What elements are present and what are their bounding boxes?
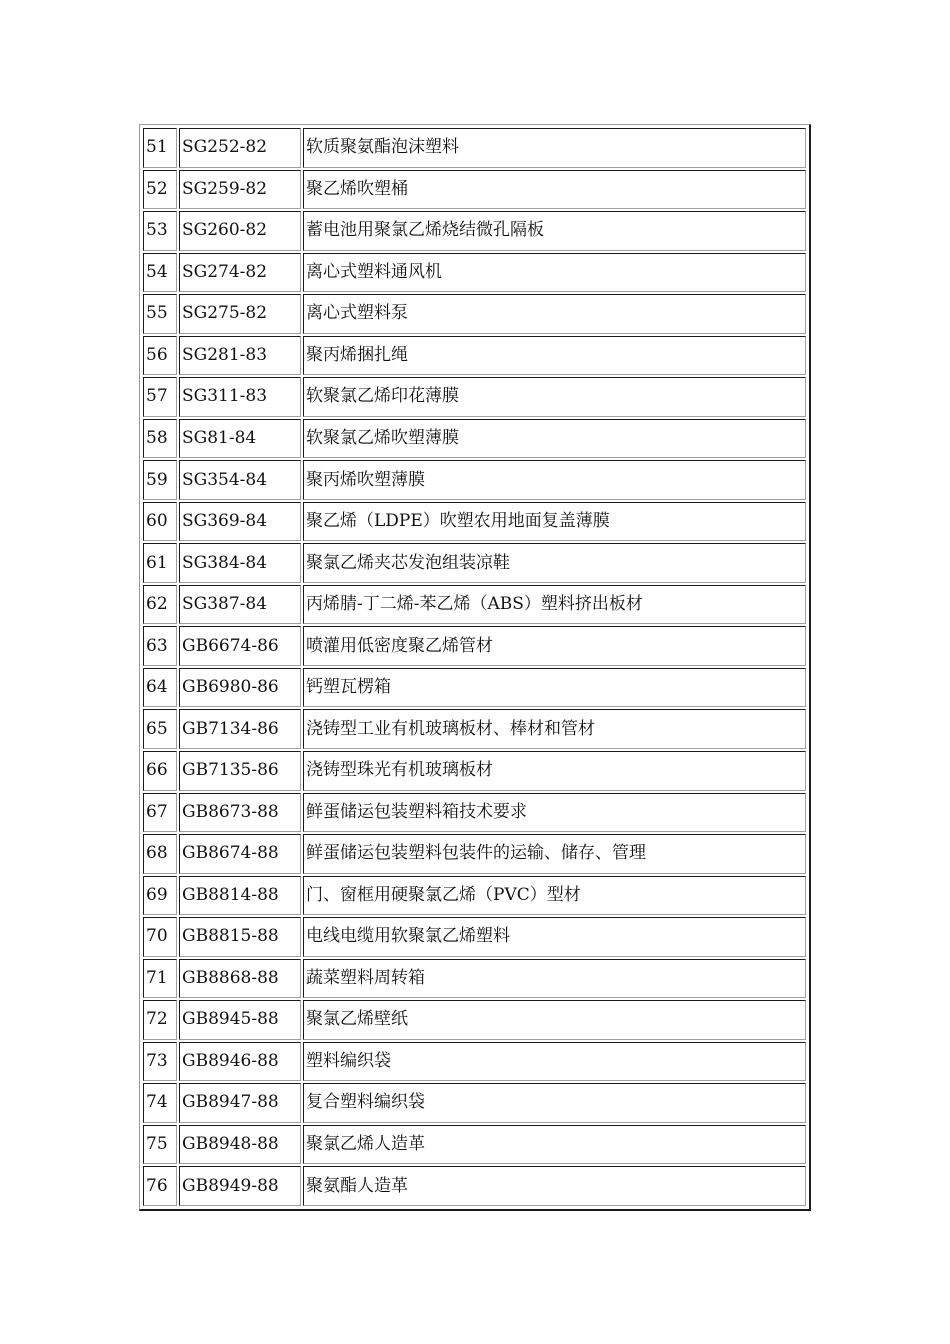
row-number-cell: 63 [143,626,177,666]
table-row [143,460,806,500]
table-row [143,294,806,334]
standard-name-cell: 喷灌用低密度聚乙烯管材 [303,626,806,666]
standard-code-cell: GB7135-86 [179,751,301,791]
standard-name-cell: 聚氯乙烯人造革 [303,1125,806,1165]
standard-name-cell: 聚丙烯吹塑薄膜 [303,460,806,500]
row-number-cell: 52 [143,170,177,210]
standard-code-cell: GB8815-88 [179,917,301,957]
table-row [143,128,806,168]
row-number-cell: 73 [143,1042,177,1082]
standard-name-cell: 聚乙烯吹塑桶 [303,170,806,210]
standard-name-cell: 丙烯腈-丁二烯-苯乙烯（ABS）塑料挤出板材 [303,585,806,625]
standard-code-cell: GB6674-86 [179,626,301,666]
standard-code-cell: GB8947-88 [179,1083,301,1123]
standard-name-cell: 聚氨酯人造革 [303,1166,806,1206]
table-row [143,1083,806,1123]
standard-code-cell: SG384-84 [179,543,301,583]
row-number-cell: 74 [143,1083,177,1123]
standard-code-cell: GB8948-88 [179,1125,301,1165]
table-row [143,419,806,459]
standard-code-cell: GB8814-88 [179,876,301,916]
standard-code-cell: GB8945-88 [179,1000,301,1040]
row-number-cell: 51 [143,128,177,168]
standard-code-cell: SG311-83 [179,377,301,417]
row-number-cell: 56 [143,336,177,376]
row-number-cell: 75 [143,1125,177,1165]
row-number-cell: 71 [143,959,177,999]
standard-name-cell: 蓄电池用聚氯乙烯烧结微孔隔板 [303,211,806,251]
table-row [143,336,806,376]
table-row [143,959,806,999]
standard-name-cell: 塑料编织袋 [303,1042,806,1082]
standard-name-cell: 浇铸型珠光有机玻璃板材 [303,751,806,791]
row-number-cell: 76 [143,1166,177,1206]
table-row [143,834,806,874]
row-number-cell: 53 [143,211,177,251]
standard-code-cell: GB6980-86 [179,668,301,708]
table-row [143,751,806,791]
standard-name-cell: 门、窗框用硬聚氯乙烯（PVC）型材 [303,876,806,916]
standard-code-cell: SG259-82 [179,170,301,210]
row-number-cell: 72 [143,1000,177,1040]
standard-code-cell: SG274-82 [179,253,301,293]
standard-code-cell: GB7134-86 [179,709,301,749]
standard-name-cell: 聚乙烯（LDPE）吹塑农用地面复盖薄膜 [303,502,806,542]
standard-name-cell: 电线电缆用软聚氯乙烯塑料 [303,917,806,957]
table-row [143,626,806,666]
standard-name-cell: 离心式塑料通风机 [303,253,806,293]
table-row [143,377,806,417]
standard-name-cell: 复合塑料编织袋 [303,1083,806,1123]
standard-code-cell: SG281-83 [179,336,301,376]
standard-code-cell: GB8946-88 [179,1042,301,1082]
row-number-cell: 68 [143,834,177,874]
standard-code-cell: SG387-84 [179,585,301,625]
row-number-cell: 58 [143,419,177,459]
row-number-cell: 62 [143,585,177,625]
row-number-cell: 59 [143,460,177,500]
row-number-cell: 70 [143,917,177,957]
row-number-cell: 65 [143,709,177,749]
table-row [143,668,806,708]
table-row [143,917,806,957]
standard-name-cell: 离心式塑料泵 [303,294,806,334]
row-number-cell: 61 [143,543,177,583]
row-number-cell: 66 [143,751,177,791]
standard-name-cell: 软聚氯乙烯印花薄膜 [303,377,806,417]
standard-name-cell: 鲜蛋储运包装塑料箱技术要求 [303,793,806,833]
table-row [143,793,806,833]
standard-name-cell: 聚氯乙烯壁纸 [303,1000,806,1040]
table-row [143,585,806,625]
standard-code-cell: SG252-82 [179,128,301,168]
table-row [143,1000,806,1040]
standard-code-cell: GB8949-88 [179,1166,301,1206]
standard-code-cell: SG260-82 [179,211,301,251]
table-row [143,502,806,542]
row-number-cell: 69 [143,876,177,916]
standard-name-cell: 钙塑瓦楞箱 [303,668,806,708]
row-number-cell: 67 [143,793,177,833]
table-row [143,709,806,749]
standard-name-cell: 鲜蛋储运包装塑料包装件的运输、储存、管理 [303,834,806,874]
standard-name-cell: 软质聚氨酯泡沫塑料 [303,128,806,168]
row-number-cell: 55 [143,294,177,334]
row-number-cell: 60 [143,502,177,542]
standard-code-cell: SG275-82 [179,294,301,334]
standards-table-frame [139,124,811,1211]
standard-name-cell: 软聚氯乙烯吹塑薄膜 [303,419,806,459]
table-row [143,543,806,583]
standard-code-cell: GB8674-88 [179,834,301,874]
table-row [143,1166,806,1206]
standard-name-cell: 聚丙烯捆扎绳 [303,336,806,376]
row-number-cell: 54 [143,253,177,293]
standard-name-cell: 聚氯乙烯夹芯发泡组装凉鞋 [303,543,806,583]
table-row [143,876,806,916]
table-row [143,211,806,251]
standard-code-cell: SG354-84 [179,460,301,500]
table-row [143,1125,806,1165]
standard-name-cell: 蔬菜塑料周转箱 [303,959,806,999]
table-row [143,1042,806,1082]
standards-table-body [143,128,806,1206]
standard-code-cell: SG369-84 [179,502,301,542]
standards-table [141,126,808,1208]
standard-code-cell: SG81-84 [179,419,301,459]
standard-code-cell: GB8673-88 [179,793,301,833]
row-number-cell: 64 [143,668,177,708]
table-row [143,253,806,293]
row-number-cell: 57 [143,377,177,417]
standard-name-cell: 浇铸型工业有机玻璃板材、棒材和管材 [303,709,806,749]
table-row [143,170,806,210]
standard-code-cell: GB8868-88 [179,959,301,999]
